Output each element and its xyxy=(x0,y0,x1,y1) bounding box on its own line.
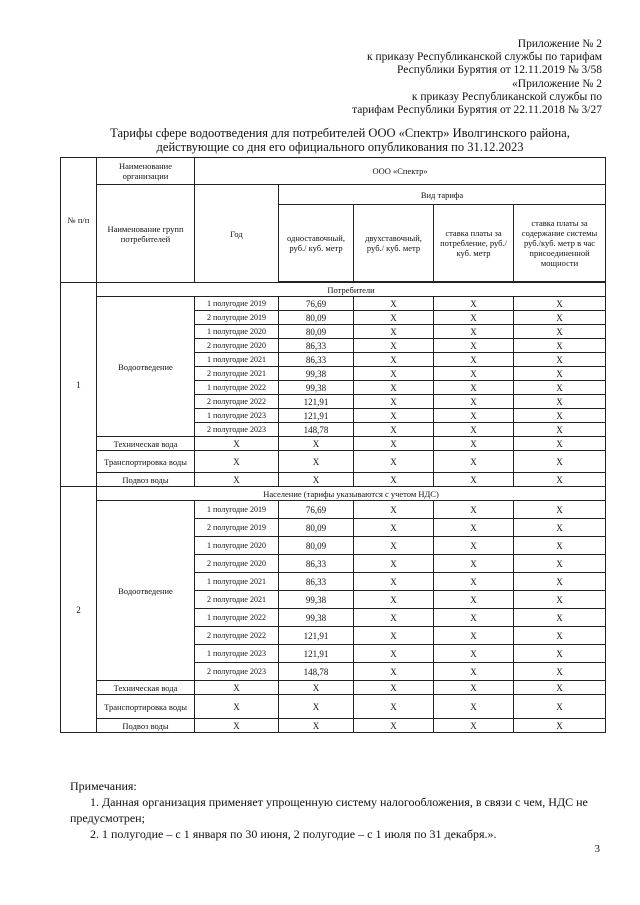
header-line: тарифам Республики Бурятия от 22.11.2018 № 3/27 xyxy=(352,104,602,116)
maintenance-rate-cell: Х xyxy=(514,519,606,537)
consumer-group-name: Подвоз воды xyxy=(97,473,195,487)
period-cell: 2 полугодие 2023 xyxy=(195,423,279,437)
consumption-rate-cell: Х xyxy=(434,609,514,627)
value-cell: Х xyxy=(514,719,606,733)
double-rate-cell: Х xyxy=(354,339,434,353)
double-rate-cell: Х xyxy=(354,353,434,367)
consumption-rate-cell: Х xyxy=(434,573,514,591)
table-row xyxy=(61,451,606,473)
maintenance-rate-cell: Х xyxy=(514,339,606,353)
value-cell: Х xyxy=(354,451,434,473)
period-cell: 1 полугодие 2021 xyxy=(195,353,279,367)
header-line: Республики Бурятия от 12.11.2019 № 3/58 xyxy=(396,64,602,76)
value-cell: Х xyxy=(279,719,354,733)
value-cell: Х xyxy=(279,695,354,719)
maintenance-rate-cell: Х xyxy=(514,325,606,339)
value-cell: Х xyxy=(434,473,514,487)
value-cell: Х xyxy=(354,719,434,733)
org-name: ООО «Спектр» xyxy=(195,158,606,185)
value-cell: Х xyxy=(354,695,434,719)
period-cell: 2 полугодие 2023 xyxy=(195,663,279,681)
period-cell: 2 полугодие 2021 xyxy=(195,591,279,609)
table-row xyxy=(61,473,606,487)
consumption-rate-cell: Х xyxy=(434,353,514,367)
table-row xyxy=(61,501,606,519)
single-rate-cell: 86,33 xyxy=(279,555,354,573)
value-cell: Х xyxy=(279,437,354,451)
double-rate-cell: Х xyxy=(354,501,434,519)
consumption-rate-cell: Х xyxy=(434,311,514,325)
double-rate-cell: Х xyxy=(354,409,434,423)
period-cell: 2 полугодие 2021 xyxy=(195,367,279,381)
consumption-rate-cell: Х xyxy=(434,367,514,381)
maintenance-rate-cell: Х xyxy=(514,381,606,395)
maintenance-rate-cell: Х xyxy=(514,395,606,409)
value-cell: Х xyxy=(354,681,434,695)
single-rate-cell: 148,78 xyxy=(279,663,354,681)
row-number: 2 xyxy=(61,487,97,733)
single-rate-cell: 86,33 xyxy=(279,353,354,367)
single-rate-cell: 76,69 xyxy=(279,297,354,311)
col-org-header: Наименование организации xyxy=(97,158,195,185)
value-cell: Х xyxy=(354,473,434,487)
col-groups-header: Наименование групп потребителей xyxy=(97,185,195,283)
single-rate-cell: 76,69 xyxy=(279,501,354,519)
maintenance-rate-cell: Х xyxy=(514,573,606,591)
value-cell: Х xyxy=(279,473,354,487)
maintenance-rate-cell: Х xyxy=(514,353,606,367)
single-rate-cell: 80,09 xyxy=(279,311,354,325)
col-single-rate-header: одноставочный, руб./ куб. метр xyxy=(279,205,354,282)
table-row xyxy=(61,297,606,311)
value-cell: Х xyxy=(514,473,606,487)
period-cell: 1 полугодие 2019 xyxy=(195,297,279,311)
value-cell: Х xyxy=(195,681,279,695)
section-heading: Население (тарифы указываются с учетом НДС) xyxy=(97,487,606,501)
consumption-rate-cell: Х xyxy=(434,381,514,395)
period-cell: 1 полугодие 2021 xyxy=(195,573,279,591)
double-rate-cell: Х xyxy=(354,297,434,311)
consumer-group-name: Транспортировка воды xyxy=(97,695,195,719)
value-cell: Х xyxy=(279,451,354,473)
consumption-rate-cell: Х xyxy=(434,591,514,609)
consumption-rate-cell: Х xyxy=(434,663,514,681)
col-number-header: № п/п xyxy=(61,158,97,283)
value-cell: Х xyxy=(514,451,606,473)
double-rate-cell: Х xyxy=(354,663,434,681)
period-cell: 2 полугодие 2019 xyxy=(195,519,279,537)
consumer-group-drainage: Водоотведение xyxy=(97,297,195,437)
notes-heading: Примечания: xyxy=(70,779,137,793)
title-line-2: действующие со дня его официального опубликования по 31.12.2023 xyxy=(156,140,524,154)
double-rate-cell: Х xyxy=(354,395,434,409)
tariff-type-header: Вид тарифа xyxy=(279,185,606,205)
period-cell: 1 полугодие 2019 xyxy=(195,501,279,519)
single-rate-cell: 99,38 xyxy=(279,591,354,609)
period-cell: 1 полугодие 2020 xyxy=(195,325,279,339)
section-heading: Потребители xyxy=(97,283,606,297)
double-rate-cell: Х xyxy=(354,423,434,437)
consumption-rate-cell: Х xyxy=(434,555,514,573)
double-rate-cell: Х xyxy=(354,311,434,325)
consumption-rate-cell: Х xyxy=(434,627,514,645)
consumption-rate-cell: Х xyxy=(434,395,514,409)
col-consumption-rate-header: ставка платы за потребление, руб./ куб. метр xyxy=(434,205,514,282)
value-cell: Х xyxy=(195,451,279,473)
consumption-rate-cell: Х xyxy=(434,423,514,437)
maintenance-rate-cell: Х xyxy=(514,555,606,573)
single-rate-cell: 80,09 xyxy=(279,537,354,555)
value-cell: Х xyxy=(195,719,279,733)
single-rate-cell: 80,09 xyxy=(279,519,354,537)
single-rate-cell: 86,33 xyxy=(279,573,354,591)
double-rate-cell: Х xyxy=(354,591,434,609)
period-cell: 2 полугодие 2022 xyxy=(195,395,279,409)
double-rate-cell: Х xyxy=(354,609,434,627)
double-rate-cell: Х xyxy=(354,519,434,537)
value-cell: Х xyxy=(195,695,279,719)
header-block-2 xyxy=(352,78,602,117)
value-cell: Х xyxy=(434,437,514,451)
tariff-table xyxy=(60,157,606,733)
double-rate-cell: Х xyxy=(354,381,434,395)
double-rate-cell: Х xyxy=(354,645,434,663)
col-year-header: Год xyxy=(195,185,279,283)
value-cell: Х xyxy=(514,681,606,695)
consumption-rate-cell: Х xyxy=(434,339,514,353)
header-block-1 xyxy=(367,38,602,77)
header-line: «Приложение № 2 xyxy=(512,78,602,90)
page-number: 3 xyxy=(594,843,600,855)
consumption-rate-cell: Х xyxy=(434,537,514,555)
maintenance-rate-cell: Х xyxy=(514,423,606,437)
period-cell: 1 полугодие 2023 xyxy=(195,645,279,663)
maintenance-rate-cell: Х xyxy=(514,367,606,381)
title-line-1: Тарифы сфере водоотведения для потребителей ООО «Спектр» Иволгинского района, xyxy=(110,126,570,140)
table-row xyxy=(61,681,606,695)
period-cell: 2 полугодие 2020 xyxy=(195,555,279,573)
header-line: к приказу Республиканской службы по тарифам xyxy=(367,51,602,63)
single-rate-cell: 148,78 xyxy=(279,423,354,437)
value-cell: Х xyxy=(195,437,279,451)
row-number: 1 xyxy=(61,283,97,487)
consumer-group-name: Техническая вода xyxy=(97,681,195,695)
consumer-group-name: Подвоз воды xyxy=(97,719,195,733)
document-title xyxy=(60,126,620,154)
maintenance-rate-cell: Х xyxy=(514,501,606,519)
value-cell: Х xyxy=(434,719,514,733)
maintenance-rate-cell: Х xyxy=(514,627,606,645)
double-rate-cell: Х xyxy=(354,537,434,555)
single-rate-cell: 121,91 xyxy=(279,395,354,409)
value-cell: Х xyxy=(279,681,354,695)
single-rate-cell: 121,91 xyxy=(279,627,354,645)
consumption-rate-cell: Х xyxy=(434,297,514,311)
period-cell: 2 полугодие 2022 xyxy=(195,627,279,645)
maintenance-rate-cell: Х xyxy=(514,537,606,555)
maintenance-rate-cell: Х xyxy=(514,297,606,311)
table-row xyxy=(61,719,606,733)
double-rate-cell: Х xyxy=(354,367,434,381)
consumption-rate-cell: Х xyxy=(434,409,514,423)
double-rate-cell: Х xyxy=(354,627,434,645)
consumer-group-name: Транспортировка воды xyxy=(97,451,195,473)
value-cell: Х xyxy=(195,473,279,487)
period-cell: 1 полугодие 2023 xyxy=(195,409,279,423)
single-rate-cell: 80,09 xyxy=(279,325,354,339)
col-maintenance-rate-header: ставка платы за содержание системы руб./куб. метр в час присоединенной мощности xyxy=(514,205,606,282)
double-rate-cell: Х xyxy=(354,573,434,591)
maintenance-rate-cell: Х xyxy=(514,663,606,681)
period-cell: 2 полугодие 2020 xyxy=(195,339,279,353)
consumer-group-name: Техническая вода xyxy=(97,437,195,451)
consumption-rate-cell: Х xyxy=(434,645,514,663)
value-cell: Х xyxy=(434,681,514,695)
table-row xyxy=(61,695,606,719)
value-cell: Х xyxy=(434,695,514,719)
note-item: 2. 1 полугодие – с 1 января по 30 июня, 2 полугодие – с 1 июля по 31 декабря.». xyxy=(90,827,497,841)
consumption-rate-cell: Х xyxy=(434,501,514,519)
col-double-rate-header: двухставочный, руб./ куб. метр xyxy=(354,205,434,282)
value-cell: Х xyxy=(514,695,606,719)
maintenance-rate-cell: Х xyxy=(514,609,606,627)
consumption-rate-cell: Х xyxy=(434,325,514,339)
single-rate-cell: 99,38 xyxy=(279,367,354,381)
consumer-group-drainage: Водоотведение xyxy=(97,501,195,681)
single-rate-cell: 99,38 xyxy=(279,381,354,395)
single-rate-cell: 99,38 xyxy=(279,609,354,627)
single-rate-cell: 121,91 xyxy=(279,409,354,423)
period-cell: 1 полугодие 2022 xyxy=(195,609,279,627)
double-rate-cell: Х xyxy=(354,555,434,573)
maintenance-rate-cell: Х xyxy=(514,645,606,663)
period-cell: 2 полугодие 2019 xyxy=(195,311,279,325)
value-cell: Х xyxy=(354,437,434,451)
notes xyxy=(70,778,600,842)
note-item: 1. Данная организация применяет упрощенную систему налогообложения, в связи с чем, НДС не предусмотрен; xyxy=(70,795,588,825)
header-line: к приказу Республиканской службы по xyxy=(411,91,602,103)
single-rate-cell: 86,33 xyxy=(279,339,354,353)
table-row xyxy=(61,437,606,451)
maintenance-rate-cell: Х xyxy=(514,311,606,325)
maintenance-rate-cell: Х xyxy=(514,409,606,423)
period-cell: 1 полугодие 2020 xyxy=(195,537,279,555)
header-line: Приложение № 2 xyxy=(517,38,602,50)
double-rate-cell: Х xyxy=(354,325,434,339)
value-cell: Х xyxy=(434,451,514,473)
consumption-rate-cell: Х xyxy=(434,519,514,537)
value-cell: Х xyxy=(514,437,606,451)
single-rate-cell: 121,91 xyxy=(279,645,354,663)
maintenance-rate-cell: Х xyxy=(514,591,606,609)
period-cell: 1 полугодие 2022 xyxy=(195,381,279,395)
